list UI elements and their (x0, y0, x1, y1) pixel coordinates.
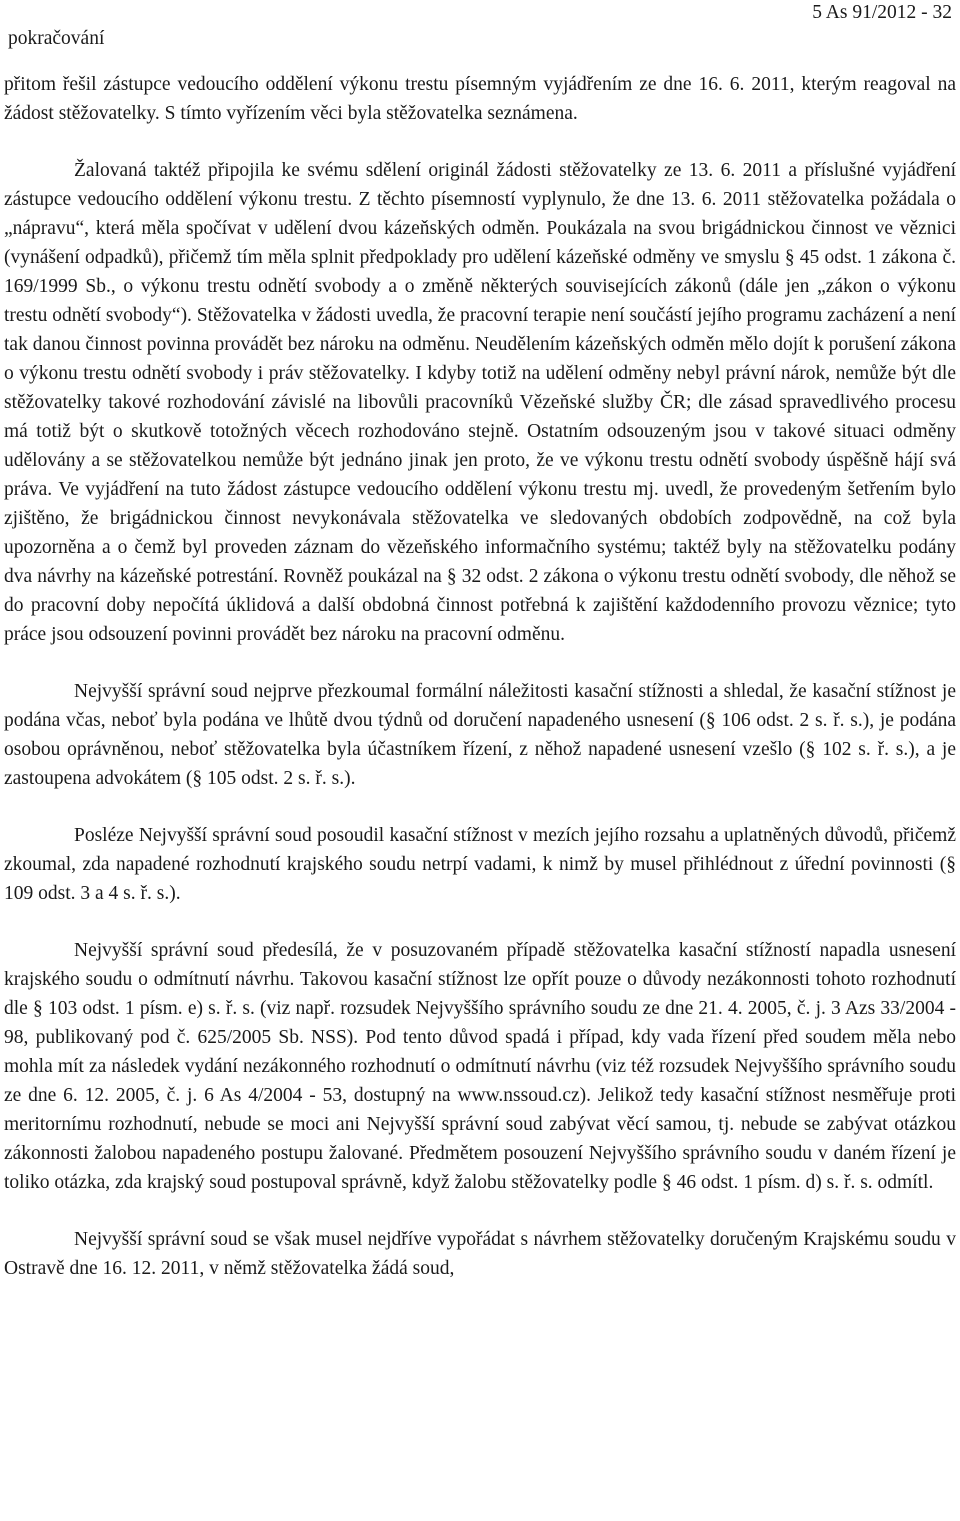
paragraph-6: Nejvyšší správní soud se však musel nejdříve vypořádat s návrhem stěžovatelky doručeným Krajskému soudu v Ostravě dne 16. 12. 2011, v němž stěžovatelka žádá soud, (4, 1229, 956, 1279)
page-header (4, 0, 956, 60)
case-number: 5 As 91/2012 - 32 (812, 2, 952, 23)
paragraph-1: přitom řešil zástupce vedoucího oddělení výkonu trestu písemným vyjádřením ze dne 16. 6. 2011, kterým reagoval na žádost stěžovatelky. S tímto vyřízením věci byla stěžovatelka seznámena. (4, 74, 956, 124)
paragraph-5: Nejvyšší správní soud předesílá, že v posuzovaném případě stěžovatelka kasační stížností napadla usnesení krajského soudu o odmítnutí návrhu. Takovou kasační stížnost lze opřít pouze o důvody nezákonnosti tohoto rozhodnutí dle § 103 odst. 1 písm. e) s. ř. s. (viz např. rozsudek Nejvyššího správního soudu ze dne 21. 4. 2005, č. j. 3 Azs 33/2004 - 98, publikovaný pod č. 625/2005 Sb. NSS). Pod tento důvod spadá i případ, kdy vada řízení před soudem měla nebo mohla mít za následek vydání nezákonného rozhodnutí o odmítnutí návrhu (viz též rozsudek Nejvyššího správního soudu ze dne 6. 12. 2005, č. j. 6 As 4/2004 - 53, dostupný na www.nssoud.cz). Jelikož tedy kasační stížnost nesměřuje proti meritornímu rozhodnutí, nebude se moci ani Nejvyšší správní soud zabývat věcí samou, tj. nebude se zabývat otázkou zákonnosti žalobou napadeného postupu žalované. Předmětem posouzení Nejvyššího správního soudu v daném řízení je toliko otázka, zda krajský soud postupoval správně, když žalobu stěžovatelky podle § 46 odst. 1 písm. d) s. ř. s. odmítl. (4, 940, 956, 1193)
continuation-label: pokračování (8, 28, 105, 49)
document-body (4, 70, 956, 1283)
paragraph-2: Žalovaná taktéž připojila ke svému sdělení originál žádosti stěžovatelky ze 13. 6. 2011 a příslušné vyjádření zástupce vedoucího oddělení výkonu trestu. Z těchto písemností vyplynulo, že dne 13. 6. 2011 stěžovatelka požádala o „nápravu“, která měla spočívat v udělení dvou kázeňských odměn. Poukázala na svou brigádnickou činnost ve věznici (vynášení odpadků), přičemž tím měla splnit předpoklady pro udělení kázeňské odměny ve smyslu § 45 odst. 1 zákona č. 169/1999 Sb., o výkonu trestu odnětí svobody a o změně některých souvisejících zákonů (dále jen „zákon o výkonu trestu odnětí svobody“). Stěžovatelka v žádosti uvedla, že pracovní terapie není součástí jejího programu zacházení a není tak danou činnost povinna provádět bez nároku na odměnu. Neudělením kázeňských odměn mělo dojít k porušení zákona o výkonu trestu odnětí svobody i práv stěžovatelky. I kdyby totiž na udělení odměny nebyl právní nárok, nemůže být dle stěžovatelky takové rozhodování závislé na libovůli pracovníků Vězeňské služby ČR; dle zásad spravedlivého procesu má totiž být o skutkově totožných věcech rozhodováno stejně. Ostatním odsouzeným jsou v takové situaci odměny udělovány a se stěžovatelkou nemůže být jednáno jinak jen proto, že ve výkonu trestu odnětí svobody úspěšně hájí svá práva. Ve vyjádření na tuto žádost zástupce vedoucího oddělení výkonu trestu mj. uvedl, že provedeným šetřením bylo zjištěno, že brigádnickou činnost nevykonávala stěžovatelka ve sledovaných obdobích zodpovědně, na což byla upozorněna a o čemž byl proveden záznam do vězeňského informačního systému; taktéž byly na stěžovatelku podány dva návrhy na kázeňské potrestání. Rovněž poukázal na § 32 odst. 2 zákona o výkonu trestu odnětí svobody, dle něhož se do pracovní doby nepočítá úklidová a další obdobná činnost potřebná k zajištění každodenního provozu věznice; tyto práce jsou odsouzení povinni provádět bez nároku na pracovní odměnu. (4, 160, 956, 645)
paragraph-4: Posléze Nejvyšší správní soud posoudil kasační stížnost v mezích jejího rozsahu a uplatněných důvodů, přičemž zkoumal, zda napadené rozhodnutí krajského soudu netrpí vadami, k nimž by musel přihlédnout z úřední povinnosti (§ 109 odst. 3 a 4 s. ř. s.). (4, 825, 956, 904)
paragraph-3: Nejvyšší správní soud nejprve přezkoumal formální náležitosti kasační stížnosti a shledal, že kasační stížnost je podána včas, neboť byla podána ve lhůtě dvou týdnů od doručení napadeného usnesení (§ 106 odst. 2 s. ř. s.), je podána osobou oprávněnou, neboť stěžovatelka byla účastníkem řízení, z něhož napadené usnesení vzešlo (§ 102 s. ř. s.), a je zastoupena advokátem (§ 105 odst. 2 s. ř. s.). (4, 681, 956, 789)
